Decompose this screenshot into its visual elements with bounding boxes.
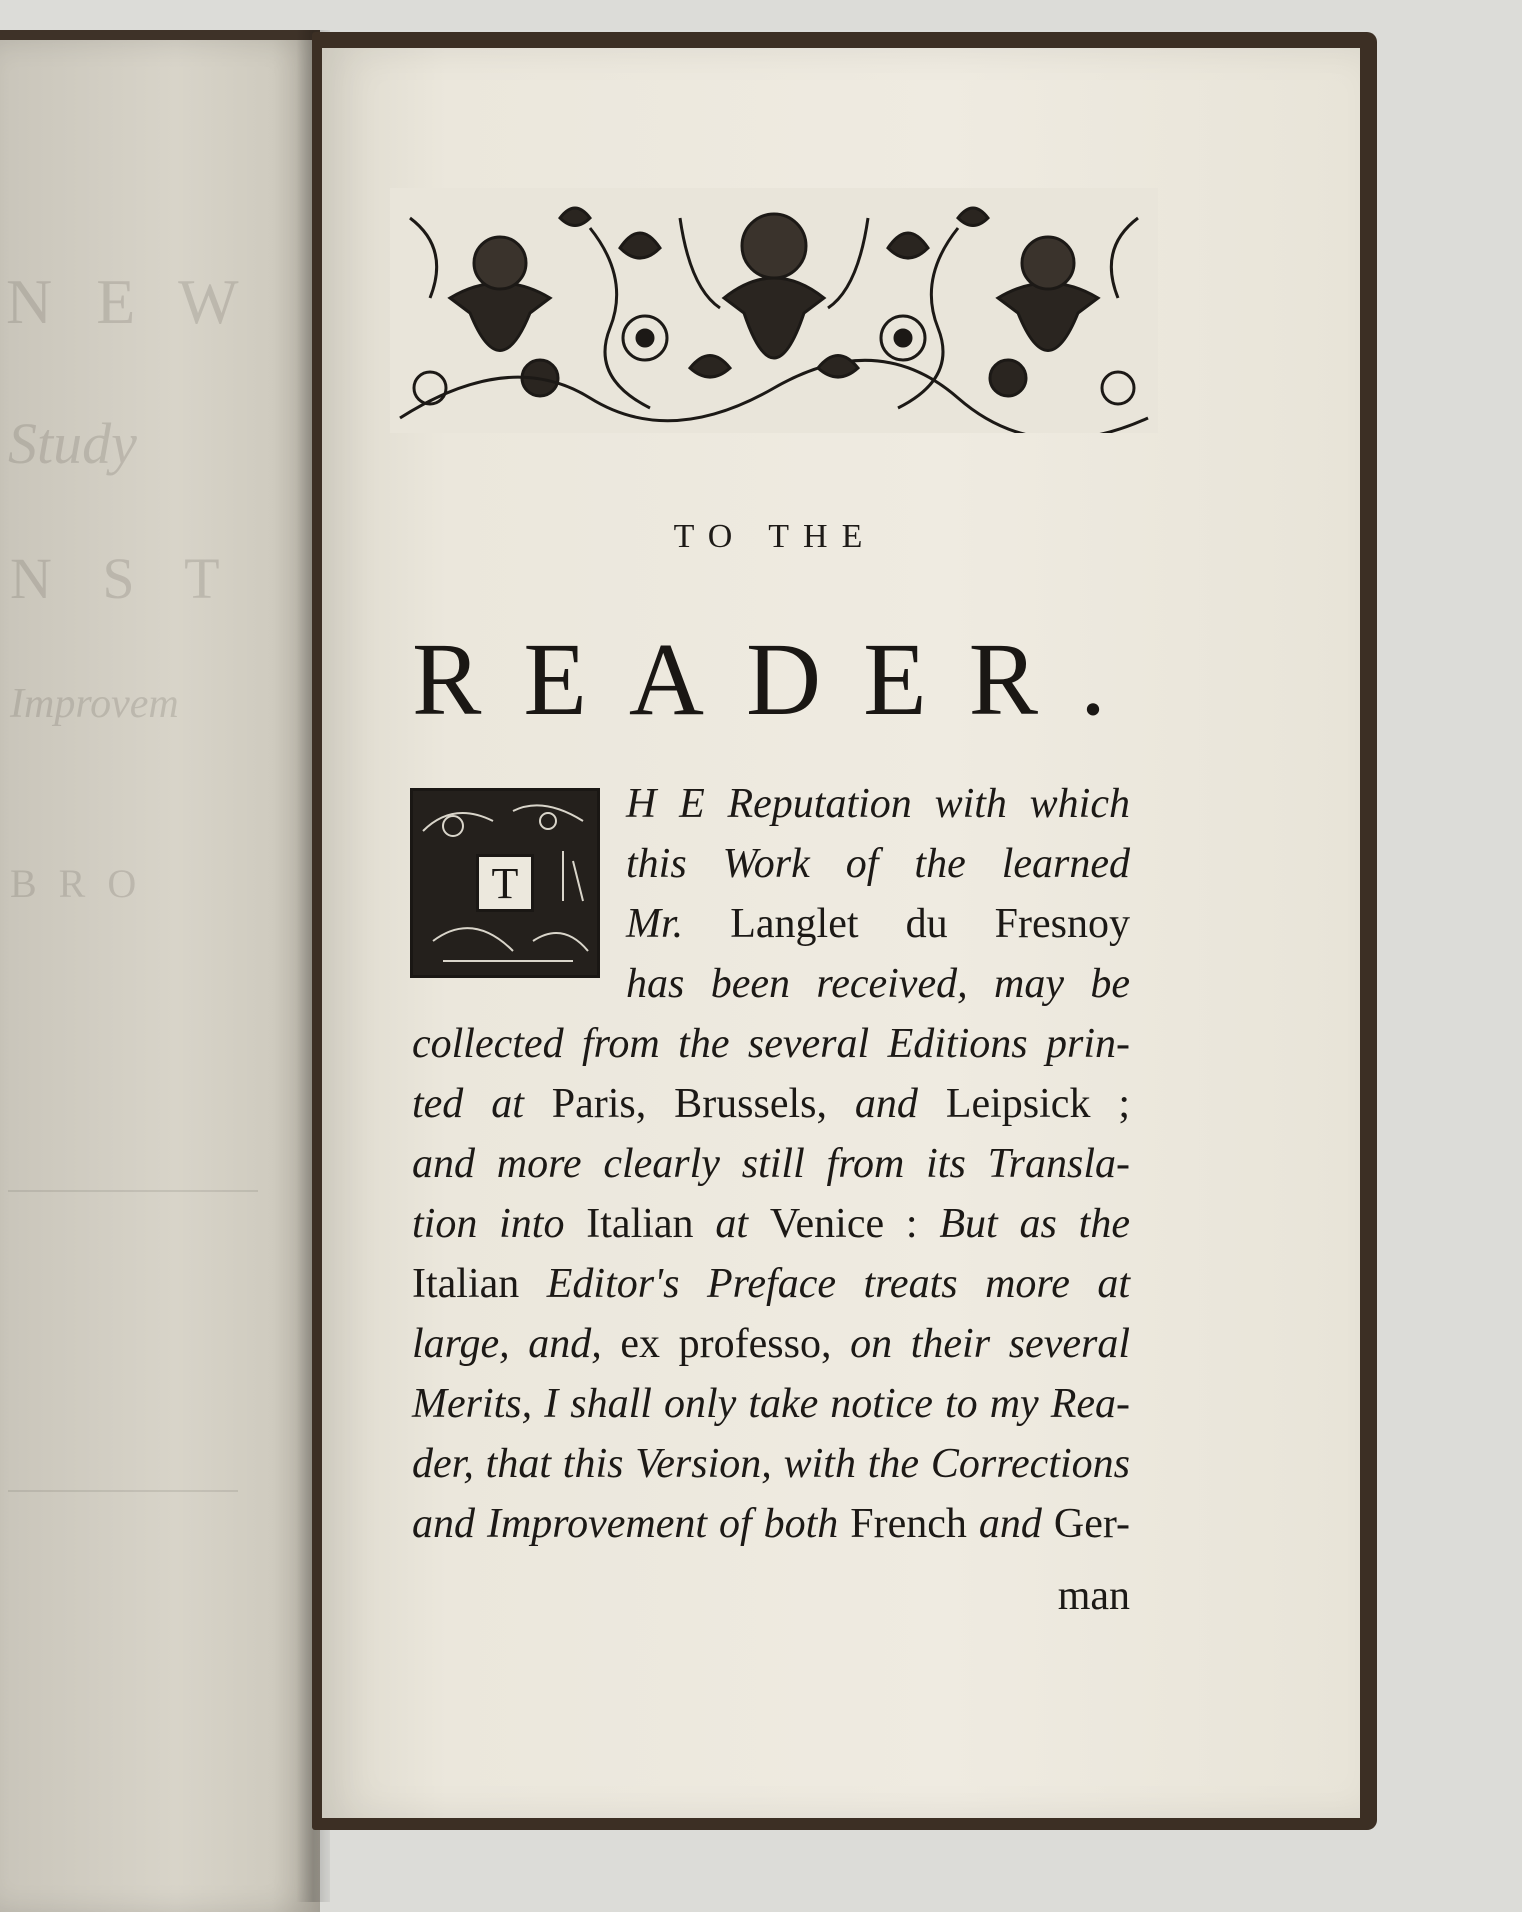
text-line — [412, 1203, 1130, 1245]
text-segment: Langlet du Fresnoy — [730, 901, 1130, 947]
text-segment: But as the — [939, 1201, 1130, 1247]
text-segment: Editor's Preface treats more at — [546, 1261, 1130, 1307]
text-line — [412, 1503, 1130, 1545]
decorated-initial — [410, 788, 600, 978]
show-through-text: Improvem — [10, 681, 179, 727]
show-through-text: Study — [8, 411, 137, 476]
text-line — [626, 783, 1130, 825]
show-through-text: B R O — [10, 861, 143, 906]
text-line — [412, 1143, 1130, 1185]
text-line — [626, 843, 1130, 885]
text-segment: Paris, Brussels, — [551, 1081, 855, 1127]
text-segment: collected from the several Editions prin- — [412, 1021, 1130, 1067]
text-segment: Merits, I shall only take notice to my Rea- — [412, 1381, 1130, 1427]
heading-reader: READER. — [412, 622, 1148, 737]
text-segment: and — [854, 1081, 946, 1127]
text-line — [626, 903, 1130, 945]
text-segment: Italian — [586, 1201, 716, 1247]
catchword: man — [1057, 1573, 1130, 1619]
heading-to-the: TO THE — [673, 518, 877, 555]
text-segment: H E Reputation with which — [626, 781, 1130, 827]
initial-letter: T — [476, 854, 534, 912]
text-line — [412, 1323, 1130, 1365]
text-segment: tion into — [412, 1201, 587, 1247]
show-through-text: N S T — [10, 546, 238, 611]
floral-headpiece-ornament — [390, 188, 1158, 433]
show-through-rule — [8, 1490, 238, 1492]
text-segment: French — [850, 1501, 979, 1547]
facing-page — [0, 30, 320, 1912]
text-segment: has been received, may be — [626, 961, 1130, 1007]
text-segment: ted at — [412, 1081, 552, 1127]
text-segment: on their several — [850, 1321, 1130, 1367]
text-segment: Ger- — [1053, 1501, 1130, 1547]
text-segment: this Work of the learned — [626, 841, 1130, 887]
text-line — [626, 963, 1130, 1005]
text-segment: ex professo, — [620, 1321, 851, 1367]
text-segment: large, and, — [412, 1321, 621, 1367]
text-segment: at — [715, 1201, 770, 1247]
text-line — [412, 1023, 1130, 1065]
text-line — [412, 1083, 1130, 1125]
text-segment: and Improvement of both — [412, 1501, 851, 1547]
text-segment: der, that this Version, with the Corrections — [412, 1441, 1130, 1487]
text-segment: and more clearly still from its Transla- — [412, 1141, 1130, 1187]
text-line — [412, 1443, 1130, 1485]
show-through-rule — [8, 1190, 258, 1192]
text-segment: Leipsick ; — [945, 1081, 1131, 1127]
text-segment: and — [978, 1501, 1054, 1547]
text-line — [412, 1383, 1130, 1425]
text-segment: Italian — [412, 1261, 547, 1307]
text-segment: Venice : — [769, 1201, 940, 1247]
show-through-text: N E W — [6, 266, 253, 337]
text-line — [412, 1263, 1130, 1305]
text-segment: Mr. — [626, 901, 731, 947]
